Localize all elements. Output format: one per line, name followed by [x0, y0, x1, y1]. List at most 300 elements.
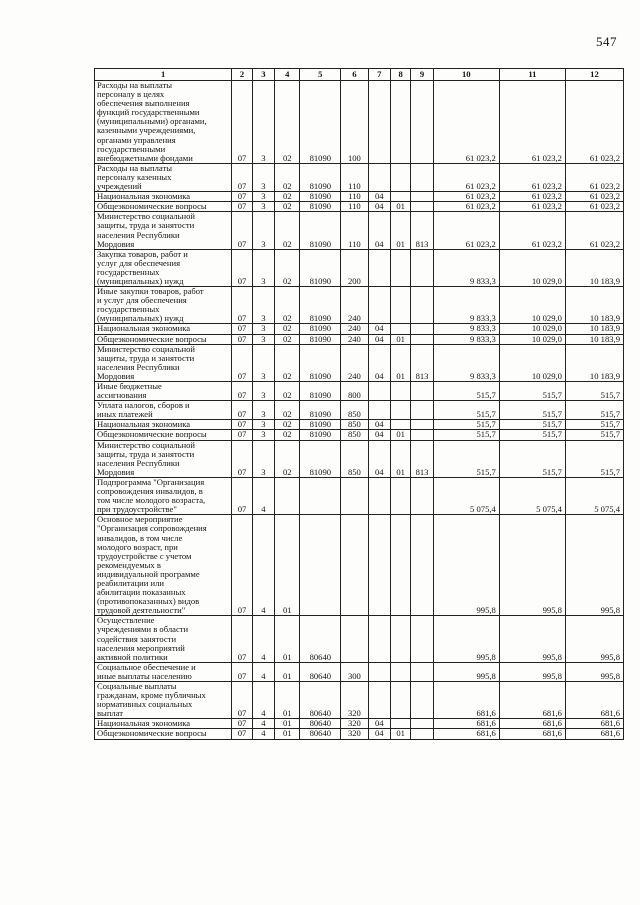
- row-name-text: Министерство социальной защиты, труда и занятости населения Республики Мордовия: [97, 344, 196, 381]
- code-cell: 01: [390, 729, 410, 739]
- amount-cell: 10 029,0: [499, 334, 565, 344]
- code-cell: [411, 420, 433, 430]
- code-cell: 02: [275, 382, 300, 401]
- code-cell: 3: [252, 81, 274, 164]
- row-name-text: Подпрограмма "Организация сопровождения инвалидов, в том числе молодого возраста, при трудоустройстве": [97, 477, 206, 515]
- code-cell: 07: [232, 192, 252, 202]
- code-cell: 07: [232, 202, 252, 212]
- amount-cell: 515,7: [499, 430, 565, 440]
- row-name-cell: [95, 249, 232, 286]
- code-cell: 01: [390, 202, 410, 212]
- table-row: [95, 202, 624, 212]
- column-header-8: 8: [390, 69, 410, 81]
- amount-cell: 995,8: [565, 662, 623, 681]
- code-cell: [411, 324, 433, 334]
- code-cell: [368, 477, 390, 514]
- amount-cell: 61 023,2: [499, 192, 565, 202]
- code-cell: [411, 249, 433, 286]
- amount-cell: 10 183,9: [565, 334, 623, 344]
- code-cell: 81090: [300, 249, 341, 286]
- page-number: 547: [596, 34, 617, 49]
- column-header-11: 11: [499, 69, 565, 81]
- code-cell: 81090: [300, 324, 341, 334]
- code-cell: 01: [275, 515, 300, 616]
- code-cell: 07: [232, 163, 252, 191]
- code-cell: 3: [252, 334, 274, 344]
- code-cell: 81090: [300, 334, 341, 344]
- code-cell: 110: [341, 212, 368, 249]
- amount-cell: 995,8: [499, 662, 565, 681]
- amount-cell: 515,7: [565, 401, 623, 420]
- amount-cell: 515,7: [433, 382, 499, 401]
- amount-cell: 515,7: [433, 440, 499, 477]
- code-cell: [411, 382, 433, 401]
- code-cell: 07: [232, 334, 252, 344]
- column-header-4: 4: [275, 69, 300, 81]
- code-cell: 04: [368, 440, 390, 477]
- amount-cell: 681,6: [499, 682, 565, 719]
- row-name-cell: [95, 477, 232, 514]
- row-name-cell: [95, 682, 232, 719]
- code-cell: [411, 662, 433, 681]
- row-name-text: Общеэкономические вопросы: [97, 334, 207, 344]
- amount-cell: 515,7: [499, 382, 565, 401]
- code-cell: 850: [341, 440, 368, 477]
- code-cell: 01: [275, 616, 300, 662]
- code-cell: [368, 401, 390, 420]
- code-cell: 320: [341, 729, 368, 739]
- code-cell: 4: [252, 729, 274, 739]
- row-name-text: Социальные выплаты гражданам, кроме публичных нормативных социальных выплат: [97, 681, 206, 719]
- amount-cell: 61 023,2: [565, 212, 623, 249]
- code-cell: 4: [252, 682, 274, 719]
- amount-cell: 681,6: [433, 682, 499, 719]
- code-cell: [390, 382, 410, 401]
- code-cell: 3: [252, 420, 274, 430]
- code-cell: 04: [368, 430, 390, 440]
- header-row: [95, 69, 624, 81]
- code-cell: 4: [252, 719, 274, 729]
- amount-cell: 61 023,2: [499, 163, 565, 191]
- code-cell: 240: [341, 344, 368, 381]
- code-cell: 850: [341, 401, 368, 420]
- code-cell: 02: [275, 334, 300, 344]
- column-header-6: 6: [341, 69, 368, 81]
- code-cell: [411, 682, 433, 719]
- code-cell: 02: [275, 324, 300, 334]
- code-cell: [390, 81, 410, 164]
- amount-cell: 61 023,2: [433, 81, 499, 164]
- amount-cell: 5 075,4: [433, 477, 499, 514]
- code-cell: 81090: [300, 163, 341, 191]
- amount-cell: 515,7: [565, 382, 623, 401]
- amount-cell: 515,7: [433, 420, 499, 430]
- code-cell: 07: [232, 430, 252, 440]
- code-cell: [411, 477, 433, 514]
- code-cell: 100: [341, 81, 368, 164]
- row-name-text: Социальное обеспечение и иные выплаты населению: [97, 662, 196, 681]
- amount-cell: 515,7: [565, 440, 623, 477]
- amount-cell: 515,7: [565, 420, 623, 430]
- table-row: [95, 430, 624, 440]
- code-cell: [390, 477, 410, 514]
- code-cell: 07: [232, 682, 252, 719]
- row-name-text: Национальная экономика: [97, 718, 191, 729]
- code-cell: 81090: [300, 81, 341, 164]
- code-cell: 81090: [300, 212, 341, 249]
- code-cell: 3: [252, 324, 274, 334]
- row-name-cell: [95, 334, 232, 344]
- amount-cell: 9 833,3: [433, 324, 499, 334]
- row-name-text: Расходы на выплаты персоналу казенных учреждений: [97, 163, 173, 192]
- amount-cell: 681,6: [565, 719, 623, 729]
- code-cell: [390, 287, 410, 324]
- table-row: [95, 324, 624, 334]
- amount-cell: 61 023,2: [565, 192, 623, 202]
- code-cell: [368, 287, 390, 324]
- code-cell: 80640: [300, 682, 341, 719]
- code-cell: 04: [368, 212, 390, 249]
- code-cell: 04: [368, 344, 390, 381]
- column-header-10: 10: [433, 69, 499, 81]
- code-cell: 01: [275, 729, 300, 739]
- code-cell: 02: [275, 81, 300, 164]
- code-cell: 01: [275, 662, 300, 681]
- code-cell: 3: [252, 192, 274, 202]
- row-name-cell: [95, 401, 232, 420]
- row-name-text: Уплата налогов, сборов и иных платежей: [97, 400, 190, 420]
- row-name-text: Иные бюджетные ассигнования: [97, 381, 162, 401]
- row-name-text: Национальная экономика: [97, 323, 191, 334]
- code-cell: 02: [275, 420, 300, 430]
- code-cell: 4: [252, 662, 274, 681]
- amount-cell: 995,8: [565, 616, 623, 662]
- amount-cell: 10 183,9: [565, 249, 623, 286]
- code-cell: 01: [390, 344, 410, 381]
- code-cell: 850: [341, 420, 368, 430]
- code-cell: [300, 477, 341, 514]
- code-cell: [300, 515, 341, 616]
- code-cell: [341, 515, 368, 616]
- code-cell: 07: [232, 382, 252, 401]
- code-cell: 81090: [300, 401, 341, 420]
- table-row: [95, 249, 624, 286]
- code-cell: [411, 163, 433, 191]
- code-cell: 3: [252, 344, 274, 381]
- column-header-7: 7: [368, 69, 390, 81]
- code-cell: 3: [252, 202, 274, 212]
- table-row: [95, 163, 624, 191]
- code-cell: [390, 192, 410, 202]
- code-cell: [390, 515, 410, 616]
- code-cell: 07: [232, 249, 252, 286]
- code-cell: [411, 192, 433, 202]
- row-name-cell: [95, 420, 232, 430]
- amount-cell: 61 023,2: [499, 202, 565, 212]
- code-cell: 80640: [300, 662, 341, 681]
- amount-cell: 995,8: [565, 515, 623, 616]
- column-header-1: 1: [95, 69, 232, 81]
- amount-cell: 61 023,2: [565, 81, 623, 164]
- row-name-cell: [95, 344, 232, 381]
- code-cell: 02: [275, 344, 300, 381]
- code-cell: 3: [252, 382, 274, 401]
- code-cell: 07: [232, 515, 252, 616]
- budget-table: [94, 68, 624, 740]
- code-cell: 4: [252, 616, 274, 662]
- code-cell: 320: [341, 719, 368, 729]
- code-cell: 07: [232, 420, 252, 430]
- code-cell: 07: [232, 344, 252, 381]
- row-name-cell: [95, 163, 232, 191]
- code-cell: 81090: [300, 440, 341, 477]
- code-cell: [368, 81, 390, 164]
- amount-cell: 681,6: [565, 682, 623, 719]
- table-row: [95, 440, 624, 477]
- code-cell: 80640: [300, 616, 341, 662]
- code-cell: [390, 616, 410, 662]
- table-body: [95, 81, 624, 740]
- row-name-text: Общеэкономические вопросы: [97, 201, 207, 212]
- code-cell: 3: [252, 212, 274, 249]
- table-row: [95, 344, 624, 381]
- code-cell: 240: [341, 334, 368, 344]
- code-cell: [390, 719, 410, 729]
- row-name-text: Министерство социальной защиты, труда и занятости населения Республики Мордовия: [97, 440, 196, 477]
- amount-cell: 995,8: [433, 515, 499, 616]
- table-row: [95, 334, 624, 344]
- row-name-cell: [95, 202, 232, 212]
- amount-cell: 61 023,2: [433, 192, 499, 202]
- code-cell: 07: [232, 324, 252, 334]
- amount-cell: 995,8: [433, 616, 499, 662]
- code-cell: 81090: [300, 202, 341, 212]
- code-cell: 02: [275, 163, 300, 191]
- table-row: [95, 682, 624, 719]
- row-name-cell: [95, 729, 232, 739]
- column-header-3: 3: [252, 69, 274, 81]
- code-cell: 110: [341, 192, 368, 202]
- code-cell: 80640: [300, 719, 341, 729]
- code-cell: 01: [390, 212, 410, 249]
- table-row: [95, 420, 624, 430]
- code-cell: [411, 287, 433, 324]
- code-cell: [275, 477, 300, 514]
- amount-cell: 681,6: [499, 729, 565, 739]
- row-name-text: Министерство социальной защиты, труда и занятости населения Республики Мордовия: [97, 211, 196, 249]
- amount-cell: 681,6: [499, 719, 565, 729]
- code-cell: 04: [368, 324, 390, 334]
- code-cell: [411, 616, 433, 662]
- code-cell: 4: [252, 477, 274, 514]
- code-cell: 02: [275, 212, 300, 249]
- code-cell: 02: [275, 440, 300, 477]
- code-cell: [368, 515, 390, 616]
- amount-cell: 9 833,3: [433, 287, 499, 324]
- amount-cell: 995,8: [499, 616, 565, 662]
- code-cell: 200: [341, 249, 368, 286]
- row-name-cell: [95, 616, 232, 662]
- code-cell: 3: [252, 287, 274, 324]
- row-name-text: Расходы на выплаты персоналу в целях обеспечения выполнения функций государственными (муниципальными) органами, казенными учреждениями, органами управления государственными внебюджетными фондами: [97, 80, 207, 163]
- amount-cell: 10 029,0: [499, 287, 565, 324]
- amount-cell: 995,8: [499, 515, 565, 616]
- code-cell: 3: [252, 249, 274, 286]
- amount-cell: 515,7: [565, 430, 623, 440]
- amount-cell: 10 029,0: [499, 344, 565, 381]
- amount-cell: 9 833,3: [433, 334, 499, 344]
- amount-cell: 10 183,9: [565, 287, 623, 324]
- table-row: [95, 81, 624, 164]
- row-name-cell: [95, 662, 232, 681]
- amount-cell: 515,7: [499, 440, 565, 477]
- table-row: [95, 662, 624, 681]
- row-name-cell: [95, 212, 232, 249]
- code-cell: 80640: [300, 729, 341, 739]
- row-name-text: Национальная экономика: [97, 191, 191, 202]
- code-cell: 81090: [300, 430, 341, 440]
- code-cell: 07: [232, 401, 252, 420]
- code-cell: 01: [390, 430, 410, 440]
- table-row: [95, 212, 624, 249]
- code-cell: [368, 382, 390, 401]
- table-row: [95, 287, 624, 324]
- row-name-cell: [95, 440, 232, 477]
- code-cell: [411, 430, 433, 440]
- code-cell: [368, 249, 390, 286]
- code-cell: 02: [275, 430, 300, 440]
- row-name-text: Национальная экономика: [97, 419, 191, 430]
- code-cell: 07: [232, 729, 252, 739]
- code-cell: 850: [341, 430, 368, 440]
- code-cell: 813: [411, 344, 433, 381]
- code-cell: [390, 682, 410, 719]
- code-cell: 800: [341, 382, 368, 401]
- amount-cell: 681,6: [433, 729, 499, 739]
- code-cell: 81090: [300, 344, 341, 381]
- amount-cell: 515,7: [433, 401, 499, 420]
- code-cell: 02: [275, 249, 300, 286]
- row-name-cell: [95, 430, 232, 440]
- code-cell: 04: [368, 729, 390, 739]
- row-name-cell: [95, 192, 232, 202]
- code-cell: [390, 662, 410, 681]
- code-cell: [341, 616, 368, 662]
- code-cell: 07: [232, 81, 252, 164]
- amount-cell: 5 075,4: [499, 477, 565, 514]
- code-cell: 81090: [300, 420, 341, 430]
- code-cell: 110: [341, 163, 368, 191]
- code-cell: 81090: [300, 287, 341, 324]
- code-cell: [368, 616, 390, 662]
- code-cell: 07: [232, 287, 252, 324]
- amount-cell: 515,7: [499, 401, 565, 420]
- code-cell: 3: [252, 401, 274, 420]
- row-name-cell: [95, 287, 232, 324]
- row-name-cell: [95, 324, 232, 334]
- code-cell: 02: [275, 192, 300, 202]
- code-cell: [341, 477, 368, 514]
- row-name-cell: [95, 515, 232, 616]
- code-cell: [411, 515, 433, 616]
- code-cell: [411, 202, 433, 212]
- code-cell: 07: [232, 662, 252, 681]
- column-header-9: 9: [411, 69, 433, 81]
- amount-cell: 61 023,2: [433, 163, 499, 191]
- code-cell: 04: [368, 334, 390, 344]
- table-row: [95, 192, 624, 202]
- code-cell: [368, 163, 390, 191]
- row-name-text: Общеэкономические вопросы: [97, 728, 207, 739]
- amount-cell: 61 023,2: [433, 212, 499, 249]
- column-header-2: 2: [232, 69, 252, 81]
- table-row: [95, 719, 624, 729]
- amount-cell: 61 023,2: [499, 81, 565, 164]
- amount-cell: 10 183,9: [565, 344, 623, 381]
- code-cell: 07: [232, 719, 252, 729]
- code-cell: [390, 163, 410, 191]
- code-cell: [390, 324, 410, 334]
- amount-cell: 515,7: [499, 420, 565, 430]
- code-cell: [411, 334, 433, 344]
- code-cell: 04: [368, 202, 390, 212]
- code-cell: 4: [252, 515, 274, 616]
- amount-cell: 10 029,0: [499, 249, 565, 286]
- code-cell: [390, 420, 410, 430]
- code-cell: 07: [232, 440, 252, 477]
- amount-cell: 10 029,0: [499, 324, 565, 334]
- table-row: [95, 382, 624, 401]
- code-cell: 01: [275, 682, 300, 719]
- amount-cell: 61 023,2: [565, 163, 623, 191]
- code-cell: [368, 662, 390, 681]
- table-row: [95, 401, 624, 420]
- table-row: [95, 616, 624, 662]
- code-cell: 300: [341, 662, 368, 681]
- amount-cell: 9 833,3: [433, 249, 499, 286]
- row-name-cell: [95, 81, 232, 164]
- code-cell: 3: [252, 163, 274, 191]
- amount-cell: 9 833,3: [433, 344, 499, 381]
- code-cell: 02: [275, 202, 300, 212]
- code-cell: 04: [368, 719, 390, 729]
- code-cell: [390, 401, 410, 420]
- code-cell: [411, 729, 433, 739]
- code-cell: 240: [341, 287, 368, 324]
- code-cell: 01: [390, 334, 410, 344]
- code-cell: 3: [252, 430, 274, 440]
- code-cell: 02: [275, 287, 300, 324]
- code-cell: 02: [275, 401, 300, 420]
- code-cell: [411, 81, 433, 164]
- code-cell: 3: [252, 440, 274, 477]
- code-cell: 813: [411, 212, 433, 249]
- code-cell: 813: [411, 440, 433, 477]
- row-name-text: Основное мероприятие "Организация сопровождения инвалидов, в том числе молодого возраст, при трудоустройстве с учетом рекомендуемых в индивидуальной программе реабилитации или абилитации показанных (противопоказанных) видов трудовой деятельности": [97, 514, 207, 616]
- code-cell: 07: [232, 212, 252, 249]
- amount-cell: 515,7: [433, 430, 499, 440]
- code-cell: 04: [368, 192, 390, 202]
- code-cell: [368, 682, 390, 719]
- column-header-12: 12: [565, 69, 623, 81]
- code-cell: 01: [390, 440, 410, 477]
- code-cell: 01: [275, 719, 300, 729]
- amount-cell: 681,6: [433, 719, 499, 729]
- amount-cell: 995,8: [433, 662, 499, 681]
- column-header-5: 5: [300, 69, 341, 81]
- code-cell: 07: [232, 477, 252, 514]
- table-row: [95, 477, 624, 514]
